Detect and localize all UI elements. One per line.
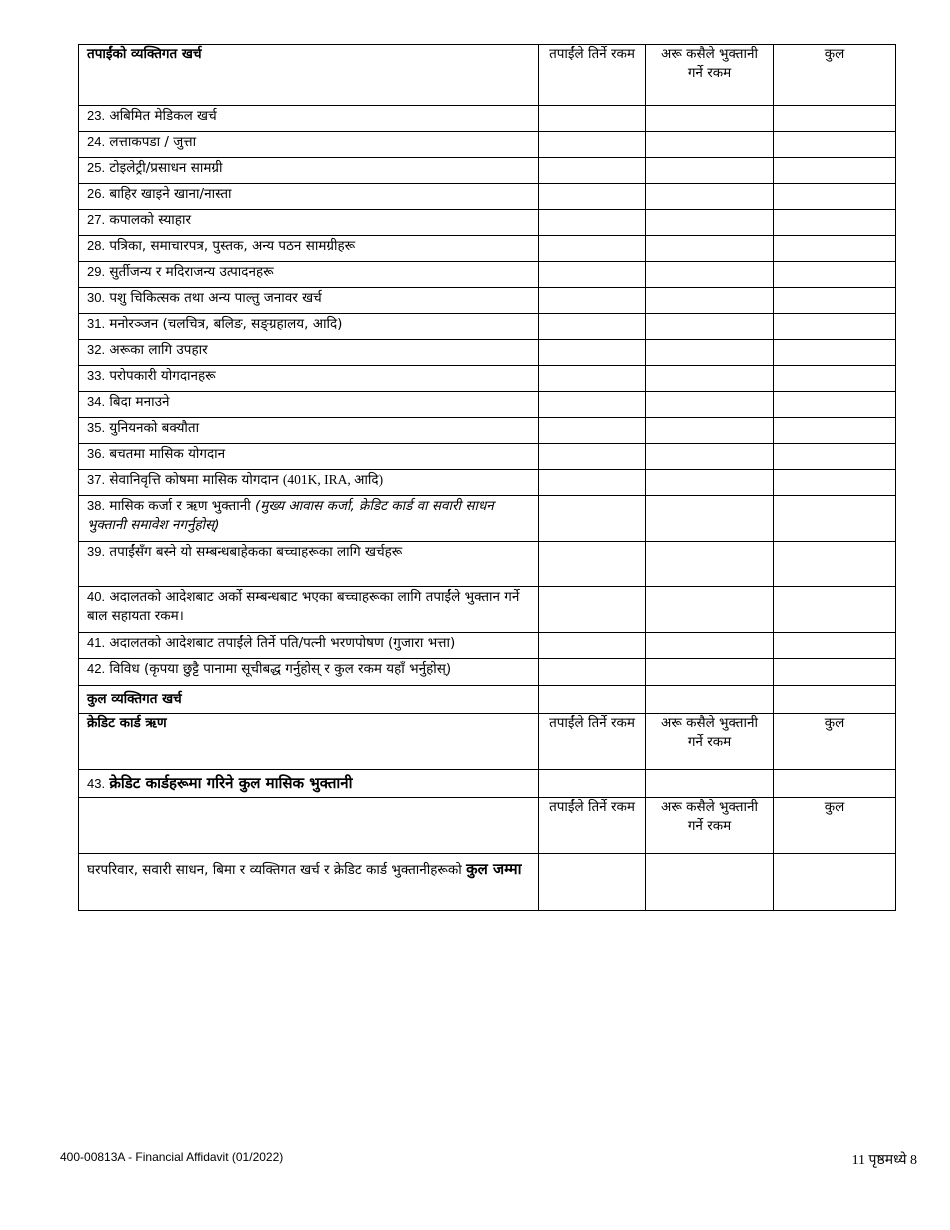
col-header-total: कुल [774, 45, 896, 106]
input-others-pay[interactable] [646, 854, 774, 911]
input-total[interactable] [774, 184, 896, 210]
input-you-pay[interactable] [539, 392, 646, 418]
row-label: 34. बिदा मनाउने [79, 392, 539, 418]
input-you-pay[interactable] [539, 236, 646, 262]
table-row [79, 770, 896, 798]
row-label: 28. पत्रिका, समाचारपत्र, पुस्तक, अन्य पठन सामग्रीहरू [79, 236, 539, 262]
input-you-pay[interactable] [539, 288, 646, 314]
input-you-pay[interactable] [539, 633, 646, 659]
input-others-pay[interactable] [646, 314, 774, 340]
row-label: 24. लत्ताकपडा / जुत्ता [79, 132, 539, 158]
input-total[interactable] [774, 633, 896, 659]
table-row [79, 262, 896, 288]
input-others-pay[interactable] [646, 542, 774, 587]
page-number: 11 पृष्ठमध्ये 8 [851, 1153, 917, 1168]
row-label: 25. टोइलेट्री/प्रसाधन सामग्री [79, 158, 539, 184]
row-label: 33. परोपकारी योगदानहरू [79, 366, 539, 392]
credit-card-header-row [79, 714, 896, 770]
input-total[interactable] [774, 418, 896, 444]
input-others-pay[interactable] [646, 236, 774, 262]
table-row [79, 659, 896, 686]
input-total[interactable] [774, 686, 896, 714]
personal-expenses-header-row [79, 45, 896, 106]
section-title-credit-card-debt: क्रेडिट कार्ड ऋण [79, 714, 539, 770]
input-total[interactable] [774, 392, 896, 418]
row-label: 23. अबिमित मेडिकल खर्च [79, 106, 539, 132]
input-total[interactable] [774, 770, 896, 798]
input-others-pay[interactable] [646, 496, 774, 542]
input-others-pay[interactable] [646, 132, 774, 158]
col-header-total: कुल [774, 798, 896, 854]
input-others-pay[interactable] [646, 366, 774, 392]
input-you-pay[interactable] [539, 496, 646, 542]
input-others-pay[interactable] [646, 392, 774, 418]
table-row [79, 106, 896, 132]
input-others-pay[interactable] [646, 210, 774, 236]
table-row [79, 236, 896, 262]
input-others-pay[interactable] [646, 633, 774, 659]
total-personal-expenses-label: कुल व्यक्तिगत खर्च [79, 686, 539, 714]
table-row [79, 418, 896, 444]
input-total[interactable] [774, 132, 896, 158]
table-row [79, 340, 896, 366]
input-total[interactable] [774, 158, 896, 184]
table-row [79, 158, 896, 184]
input-you-pay[interactable] [539, 106, 646, 132]
input-others-pay[interactable] [646, 288, 774, 314]
grand-total-row [79, 854, 896, 911]
input-you-pay[interactable] [539, 314, 646, 340]
input-you-pay[interactable] [539, 184, 646, 210]
table-row [79, 366, 896, 392]
row-label: 42. विविध (कृपया छुट्टै पानामा सूचीबद्ध गर्नुहोस् र कुल रकम यहाँ भर्नुहोस्) [79, 659, 539, 686]
row-label: 35. युनियनको बक्यौता [79, 418, 539, 444]
col-header-total: कुल [774, 714, 896, 770]
input-total[interactable] [774, 542, 896, 587]
row-label: 26. बाहिर खाइने खाना/नास्ता [79, 184, 539, 210]
table-row [79, 288, 896, 314]
input-you-pay[interactable] [539, 158, 646, 184]
input-total[interactable] [774, 262, 896, 288]
table-row [79, 392, 896, 418]
input-others-pay[interactable] [646, 686, 774, 714]
input-you-pay[interactable] [539, 132, 646, 158]
row-label: 39. तपाईंसँग बस्ने यो सम्बन्धबाहेकका बच्चाहरूका लागि खर्चहरू [79, 542, 539, 587]
input-total[interactable] [774, 288, 896, 314]
input-you-pay[interactable] [539, 542, 646, 587]
table-row [79, 210, 896, 236]
input-others-pay[interactable] [646, 659, 774, 686]
col-header-you-pay: तपाईंले तिर्ने रकम [539, 798, 646, 854]
input-others-pay[interactable] [646, 470, 774, 496]
row-label: 27. कपालको स्याहार [79, 210, 539, 236]
input-others-pay[interactable] [646, 106, 774, 132]
input-you-pay[interactable] [539, 470, 646, 496]
input-you-pay[interactable] [539, 854, 646, 911]
input-total[interactable] [774, 106, 896, 132]
col-header-you-pay: तपाईंले तिर्ने रकम [539, 45, 646, 106]
input-others-pay[interactable] [646, 158, 774, 184]
row-label: 29. सुर्तीजन्य र मदिराजन्य उत्पादनहरू [79, 262, 539, 288]
input-total[interactable] [774, 470, 896, 496]
input-others-pay[interactable] [646, 184, 774, 210]
input-you-pay[interactable] [539, 210, 646, 236]
input-total[interactable] [774, 659, 896, 686]
input-you-pay[interactable] [539, 340, 646, 366]
row-label: 31. मनोरञ्जन (चलचित्र, बलिङ, सङ्ग्रहालय, आदि) [79, 314, 539, 340]
row-label: 36. बचतमा मासिक योगदान [79, 444, 539, 470]
input-others-pay[interactable] [646, 587, 774, 633]
table-row [79, 587, 896, 633]
input-total[interactable] [774, 314, 896, 340]
table-row [79, 470, 896, 496]
input-total[interactable] [774, 587, 896, 633]
table-row [79, 314, 896, 340]
expense-table [78, 44, 896, 911]
input-total[interactable] [774, 366, 896, 392]
input-total[interactable] [774, 236, 896, 262]
row-label: 40. अदालतको आदेशबाट अर्को सम्बन्धबाट भएका बच्चाहरूका लागि तपाईंले भुक्तान गर्ने बाल सहायता रकम। [79, 587, 539, 633]
input-total[interactable] [774, 854, 896, 911]
input-you-pay[interactable] [539, 366, 646, 392]
total-personal-row [79, 686, 896, 714]
table-row [79, 496, 896, 542]
table-row [79, 444, 896, 470]
col-header-you-pay: तपाईंले तिर्ने रकम [539, 714, 646, 770]
row-label: 41. अदालतको आदेशबाट तपाईंले तिर्ने पति/पत्नी भरणपोषण (गुजारा भत्ता) [79, 633, 539, 659]
section-title-personal-expenses: तपाईंको व्यक्तिगत खर्च [79, 45, 539, 106]
table-row [79, 633, 896, 659]
summary-header-row [79, 798, 896, 854]
row-label: 30. पशु चिकित्सक तथा अन्य पाल्तु जनावर खर्च [79, 288, 539, 314]
input-others-pay[interactable] [646, 770, 774, 798]
input-total[interactable] [774, 340, 896, 366]
row-label: 38. मासिक कर्जा र ऋण भुक्तानी (मुख्य आवास कर्जा, क्रेडिट कार्ड वा सवारी साधन भुक्तानी समावेश नगर्नुहोस्) [79, 496, 539, 542]
input-you-pay[interactable] [539, 587, 646, 633]
table-row [79, 184, 896, 210]
input-you-pay[interactable] [539, 686, 646, 714]
input-others-pay[interactable] [646, 418, 774, 444]
input-total[interactable] [774, 496, 896, 542]
input-total[interactable] [774, 210, 896, 236]
table-row [79, 132, 896, 158]
input-you-pay[interactable] [539, 444, 646, 470]
input-you-pay[interactable] [539, 659, 646, 686]
input-others-pay[interactable] [646, 340, 774, 366]
col-header-others-pay: अरू कसैले भुक्तानी गर्ने रकम [646, 798, 774, 854]
row-label: 32. अरूका लागि उपहार [79, 340, 539, 366]
empty-cell [79, 798, 539, 854]
row-label: 43. क्रेडिट कार्डहरूमा गरिने कुल मासिक भुक्तानी [79, 770, 539, 798]
col-header-others-pay: अरू कसैले भुक्तानी गर्ने रकम [646, 45, 774, 106]
input-you-pay[interactable] [539, 262, 646, 288]
row-label: 37. सेवानिवृत्ति कोषमा मासिक योगदान (401K, IRA, आदि) [79, 470, 539, 496]
input-you-pay[interactable] [539, 418, 646, 444]
col-header-others-pay: अरू कसैले भुक्तानी गर्ने रकम [646, 714, 774, 770]
table-row [79, 542, 896, 587]
input-others-pay[interactable] [646, 444, 774, 470]
form-identifier: 400-00813A - Financial Affidavit (01/2022) [60, 1150, 284, 1164]
input-you-pay[interactable] [539, 770, 646, 798]
grand-total-label: घरपरिवार, सवारी साधन, बिमा र व्यक्तिगत खर्च र क्रेडिट कार्ड भुक्तानीहरूको कुल जम्मा [79, 854, 539, 911]
input-others-pay[interactable] [646, 262, 774, 288]
input-total[interactable] [774, 444, 896, 470]
